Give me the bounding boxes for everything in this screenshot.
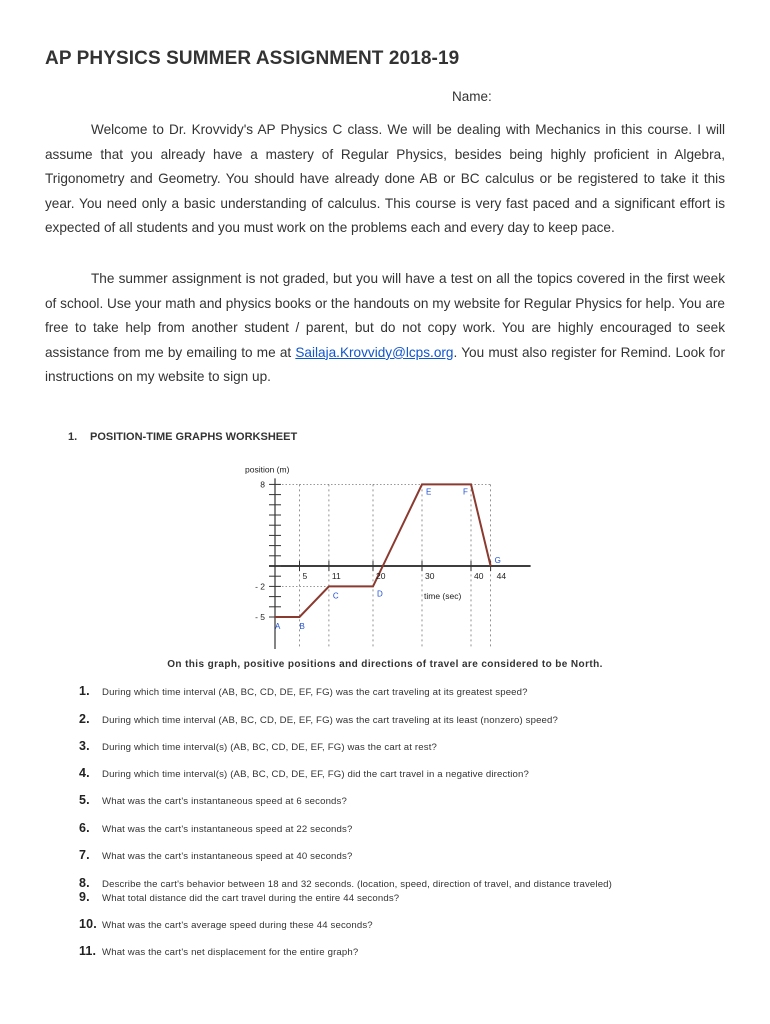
question-number: 5. bbox=[79, 793, 90, 807]
question-number: 11. bbox=[79, 944, 97, 958]
point-label-d: D bbox=[377, 589, 383, 599]
point-label-e: E bbox=[426, 487, 432, 497]
question-8 bbox=[79, 876, 612, 890]
question-text: What was the cart's instantaneous speed at 6 seconds? bbox=[102, 796, 347, 807]
question-number: 8. bbox=[79, 876, 90, 890]
question-text: During which time interval(s) (AB, BC, CD, DE, EF, FG) was the cart at rest? bbox=[102, 742, 438, 753]
x-tick-label: 11 bbox=[331, 571, 341, 581]
question-number: 10. bbox=[79, 917, 97, 931]
x-tick-label: 20 bbox=[376, 571, 386, 581]
question-number: 1. bbox=[79, 684, 90, 698]
x-tick-label: 30 bbox=[425, 571, 435, 581]
question-3 bbox=[79, 739, 437, 753]
intro-paragraph bbox=[45, 118, 725, 241]
question-7 bbox=[79, 848, 352, 862]
question-6 bbox=[79, 821, 352, 835]
question-10 bbox=[79, 917, 373, 931]
point-label-f: F bbox=[463, 487, 468, 497]
intro-text: Welcome to Dr. Krovvidy's AP Physics C class. We will be dealing with Mechanics in this course. I will assume that you already have a mastery of Regular Physics, besides being highly proficient in Algebra, Trigonometry and Geometry. You should have already done AB or BC calculus or be registered to take it this year. You need only a basic understanding of calculus. This course is very fast paced and a significant effort is expected of all students and you must work on the problems each and every day to keep pace. bbox=[45, 122, 725, 236]
question-number: 4. bbox=[79, 766, 90, 780]
question-1 bbox=[79, 684, 528, 698]
x-tick-label: 44 bbox=[496, 571, 507, 581]
graph-axes bbox=[269, 478, 531, 649]
section-number: 1. bbox=[68, 431, 78, 443]
question-4 bbox=[79, 766, 529, 780]
question-5 bbox=[79, 793, 347, 807]
point-label-g: G bbox=[494, 556, 501, 565]
question-number: 3. bbox=[79, 739, 90, 753]
name-label: Name: bbox=[452, 89, 492, 104]
question-text: What total distance did the cart travel during the entire 44 seconds? bbox=[102, 893, 400, 904]
question-number: 7. bbox=[79, 848, 90, 862]
point-label-a: A bbox=[275, 622, 281, 631]
assignment-text-end: . You must also register for Remind. Look for instructions on my website to sign up. bbox=[45, 344, 725, 385]
x-tick-label: 40 bbox=[474, 571, 484, 581]
section-heading bbox=[68, 431, 297, 443]
document-title: AP PHYSICS SUMMER ASSIGNMENT 2018-19 bbox=[45, 48, 460, 69]
question-2 bbox=[79, 712, 558, 726]
x-axis-label: time (sec) bbox=[424, 591, 462, 601]
point-label-c: C bbox=[332, 591, 339, 601]
question-9 bbox=[79, 890, 399, 904]
question-text: What was the cart's instantaneous speed at 22 seconds? bbox=[102, 824, 353, 835]
question-text: During which time interval (AB, BC, CD, DE, EF, FG) was the cart traveling at its greatest speed? bbox=[102, 687, 528, 698]
x-tick-label: 5 bbox=[302, 571, 308, 581]
email-link[interactable]: Sailaja.Krovvidy@lcps.org bbox=[295, 344, 454, 360]
position-time-graph bbox=[230, 458, 540, 654]
question-11 bbox=[79, 944, 358, 958]
y-tick-label: - 5 bbox=[255, 612, 265, 622]
graph-labels bbox=[245, 464, 506, 631]
assignment-paragraph bbox=[45, 267, 725, 390]
point-label-b: B bbox=[299, 622, 305, 631]
section-title: POSITION-TIME GRAPHS WORKSHEET bbox=[90, 431, 298, 443]
question-text: What was the cart's instantaneous speed at 40 seconds? bbox=[102, 851, 353, 862]
question-text: What was the cart's average speed during these 44 seconds? bbox=[102, 920, 373, 931]
question-text: During which time interval (AB, BC, CD, DE, EF, FG) was the cart traveling at its least (nonzero) speed? bbox=[102, 715, 559, 726]
question-text: Describe the cart's behavior between 18 and 32 seconds. (location, speed, direction of travel, and distance traveled) bbox=[102, 879, 613, 890]
y-axis-label: position (m) bbox=[245, 464, 290, 475]
assignment-text-start: The summer assignment is not graded, but you will have a test on all the topics covered in the first week of school. Use your math and physics books or the handouts on my website for Regular Physics for help. You are free to take help from another student / parent, but do not copy work. You are highly encouraged to seek assistance from me by emailing to me at bbox=[45, 271, 725, 360]
question-text: During which time interval(s) (AB, BC, CD, DE, EF, FG) did the cart travel in a negative direction? bbox=[102, 769, 529, 780]
graph-caption: On this graph, positive positions and directions of travel are considered to be North. bbox=[167, 659, 603, 670]
question-number: 9. bbox=[79, 890, 90, 904]
y-tick-label: - 2 bbox=[255, 581, 265, 592]
question-number: 6. bbox=[79, 821, 90, 835]
y-tick-label: 8 bbox=[260, 479, 265, 490]
question-number: 2. bbox=[79, 712, 90, 726]
question-text: What was the cart's net displacement for the entire graph? bbox=[102, 947, 359, 958]
